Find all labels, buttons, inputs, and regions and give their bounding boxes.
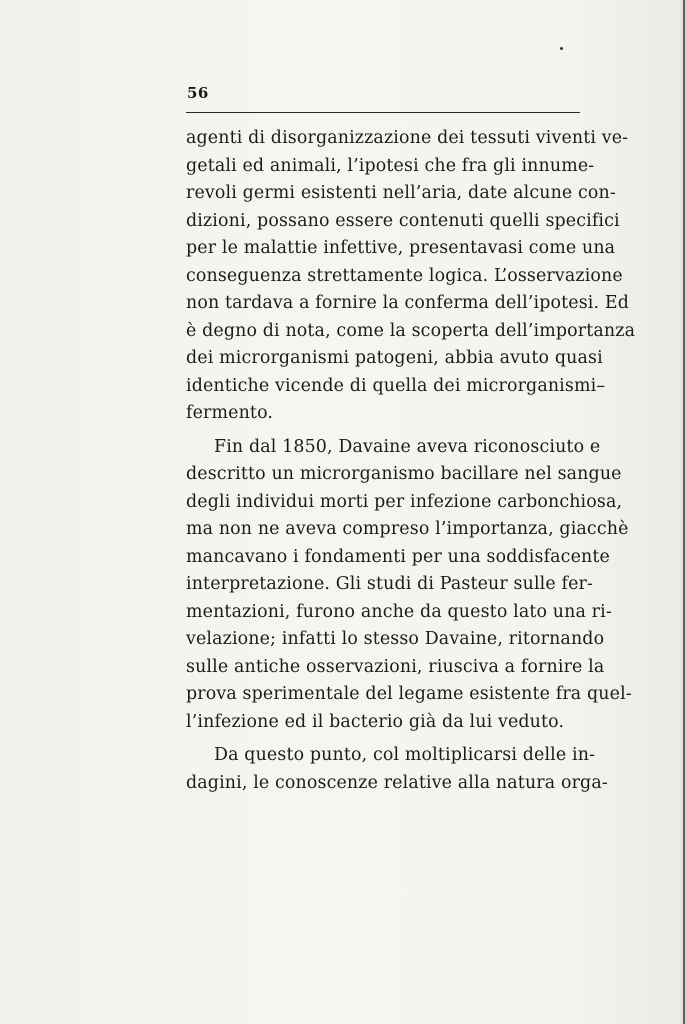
text-line: dizioni, possano essere contenuti quelli specifici	[186, 210, 620, 231]
text-line: revoli germi esistenti nell’aria, date alcune con-	[186, 183, 616, 203]
page-number: 56	[187, 84, 209, 102]
body-text	[186, 125, 636, 797]
paragraph-2	[186, 434, 632, 737]
text-line: Fin dal 1850, Davaine aveva riconosciuto e	[214, 436, 601, 457]
text-line: degli individui morti per infezione carbonchiosa,	[186, 491, 623, 512]
text-line: non tardava a fornire la conferma dell’ipotesi. Ed	[186, 293, 629, 313]
text-line: dei microrganismi patogeni, abbia avuto quasi	[186, 348, 603, 368]
text-line: dagini, le conoscenze relative alla natura orga-	[186, 772, 608, 793]
text-line: prova sperimentale del legame esistente fra quel-	[186, 684, 632, 704]
text-line: sulle antiche osservazioni, riusciva a fornire la	[186, 656, 605, 677]
text-line: mentazioni, furono anche da questo lato una ri-	[186, 601, 612, 622]
text-line: velazione; infatti lo stesso Davaine, ritornando	[186, 629, 605, 649]
text-line: Da questo punto, col moltiplicarsi delle in-	[214, 745, 596, 765]
text-line: mancavano i fondamenti per una soddisfacente	[186, 546, 610, 567]
page-edge-line	[683, 0, 685, 1024]
ink-speck	[560, 47, 563, 50]
text-line: fermento.	[186, 403, 274, 423]
text-line: interpretazione. Gli studi di Pasteur sulle fer-	[186, 574, 594, 594]
text-line: ma non ne aveva compreso l’importanza, giacchè	[186, 519, 629, 539]
text-line: l’infezione ed il bacterio già da lui veduto.	[186, 711, 565, 732]
text-line: conseguenza strettamente logica. L’osservazione	[186, 265, 623, 286]
header-rule	[186, 112, 580, 113]
text-line: identiche vicende di quella dei microrganismi–	[186, 375, 606, 396]
text-line: agenti di disorganizzazione dei tessuti viventi ve-	[186, 128, 629, 148]
text-line: è degno di nota, come la scoperta dell’importanza	[186, 320, 636, 341]
text-line: getali ed animali, l’ipotesi che fra gli innume-	[186, 155, 595, 176]
paragraph-1	[186, 125, 636, 428]
text-line: descritto un microrganismo bacillare nel sangue	[186, 464, 622, 484]
text-line: per le malattie infettive, presentavasi come una	[186, 238, 616, 258]
paragraph-3	[186, 742, 608, 797]
